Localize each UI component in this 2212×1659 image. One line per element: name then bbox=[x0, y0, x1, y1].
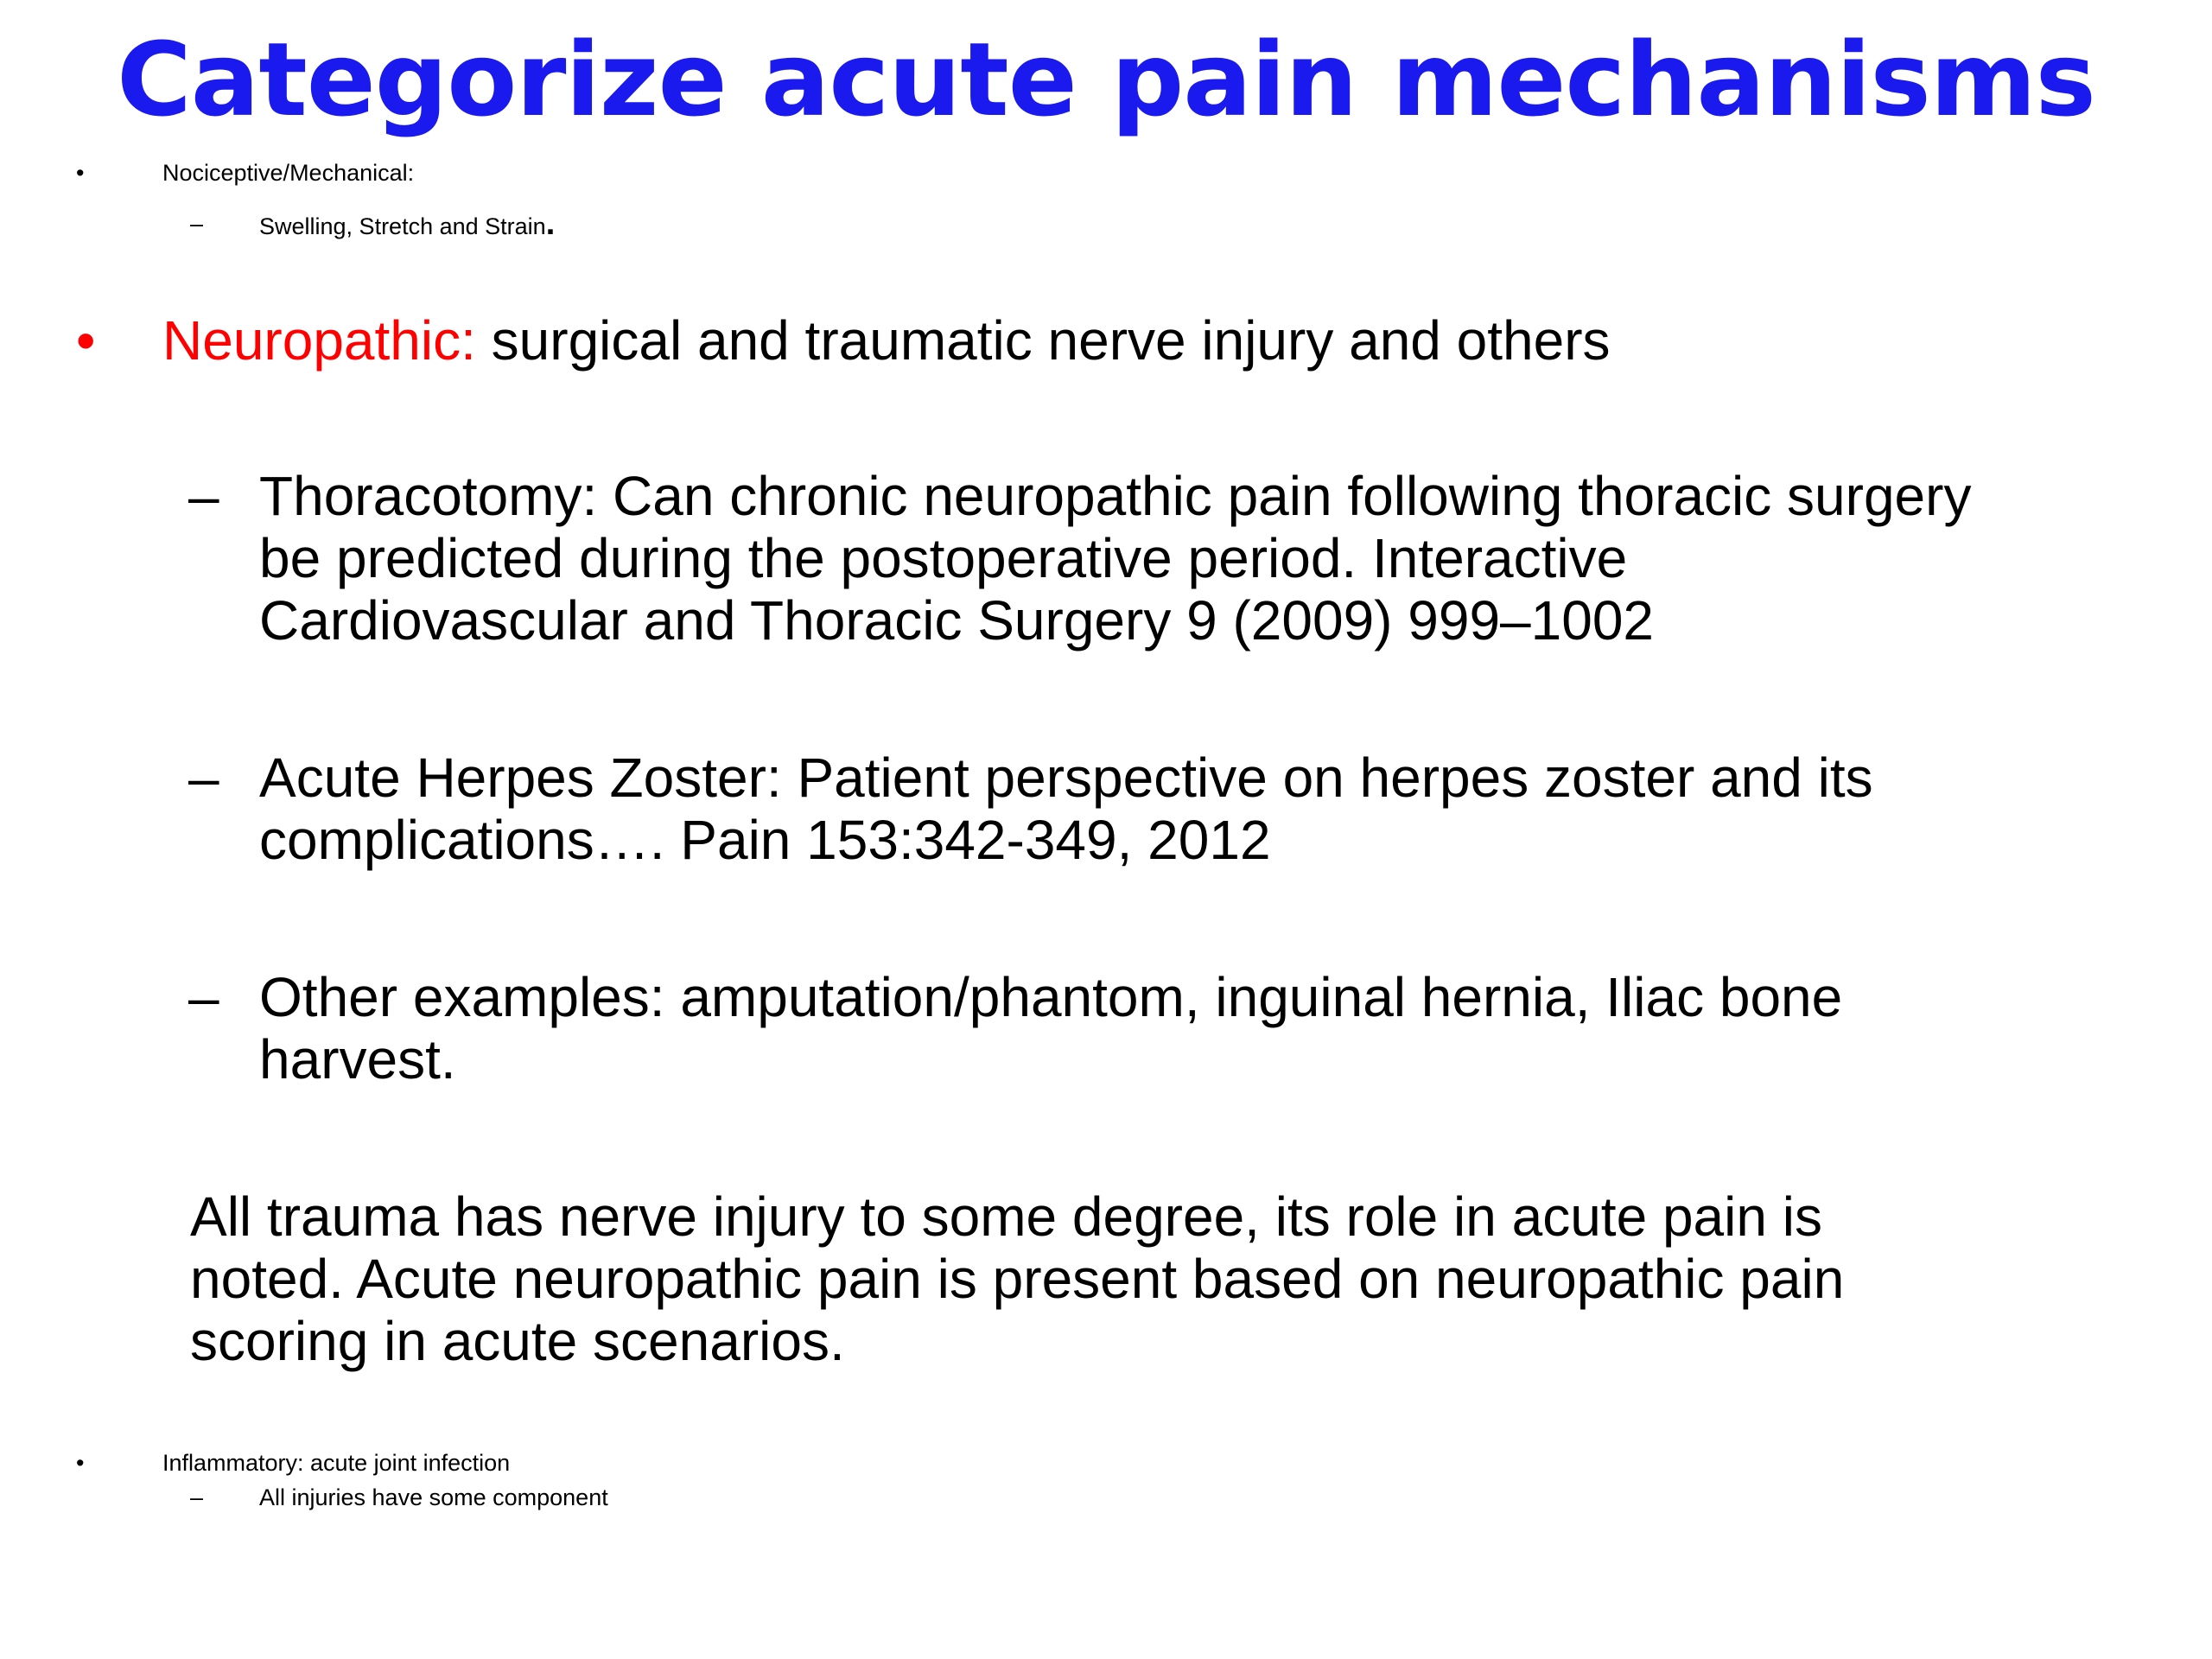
bullet-icon: • bbox=[76, 1450, 85, 1476]
trauma-paragraph-line-3: scoring in acute scenarios. bbox=[190, 1310, 845, 1372]
thoracotomy-line-3: Cardiovascular and Thoracic Surgery 9 (2009) 999–1002 bbox=[259, 589, 1654, 652]
dash-icon: – bbox=[188, 747, 219, 809]
nociceptive-sub bbox=[259, 206, 556, 242]
trauma-paragraph-line-2: noted. Acute neuropathic pain is present based on neuropathic pain bbox=[190, 1248, 1845, 1310]
neuropathic-rest: surgical and traumatic nerve injury and others bbox=[475, 309, 1611, 372]
nociceptive-label: Nociceptive/Mechanical: bbox=[162, 160, 415, 186]
inflammatory-sub: All injuries have some component bbox=[259, 1484, 608, 1510]
trauma-paragraph-line-1: All trauma has nerve injury to some degree, its role in acute pain is bbox=[190, 1185, 1822, 1248]
other-examples-line-1: Other examples: amputation/phantom, inguinal hernia, Iliac bone bbox=[259, 966, 1843, 1028]
herpes-line-2: complications…. Pain 153:342-349, 2012 bbox=[259, 809, 1271, 871]
dash-icon: – bbox=[190, 1484, 204, 1510]
inflammatory-label: Inflammatory: acute joint infection bbox=[162, 1450, 511, 1476]
other-examples-line-2: harvest. bbox=[259, 1028, 456, 1090]
nociceptive-sub-text: Swelling, Stretch and Strain bbox=[259, 213, 546, 239]
herpes-line-1: Acute Herpes Zoster: Patient perspective on herpes zoster and its bbox=[259, 747, 1873, 809]
bullet-icon: • bbox=[76, 309, 96, 372]
dash-icon: – bbox=[188, 966, 219, 1028]
slide-title: Categorize acute pain mechanisms bbox=[117, 20, 2095, 139]
dash-icon: – bbox=[188, 465, 219, 527]
neuropathic-label: Neuropathic: bbox=[162, 309, 476, 372]
dash-icon: – bbox=[190, 211, 204, 237]
neuropathic-heading bbox=[162, 309, 1611, 372]
thoracotomy-line-2: be predicted during the postoperative period. Interactive bbox=[259, 527, 1628, 589]
bullet-icon: • bbox=[76, 160, 85, 186]
nociceptive-sub-period: . bbox=[545, 206, 556, 242]
thoracotomy-line-1: Thoracotomy: Can chronic neuropathic pain following thoracic surgery bbox=[259, 465, 1972, 527]
